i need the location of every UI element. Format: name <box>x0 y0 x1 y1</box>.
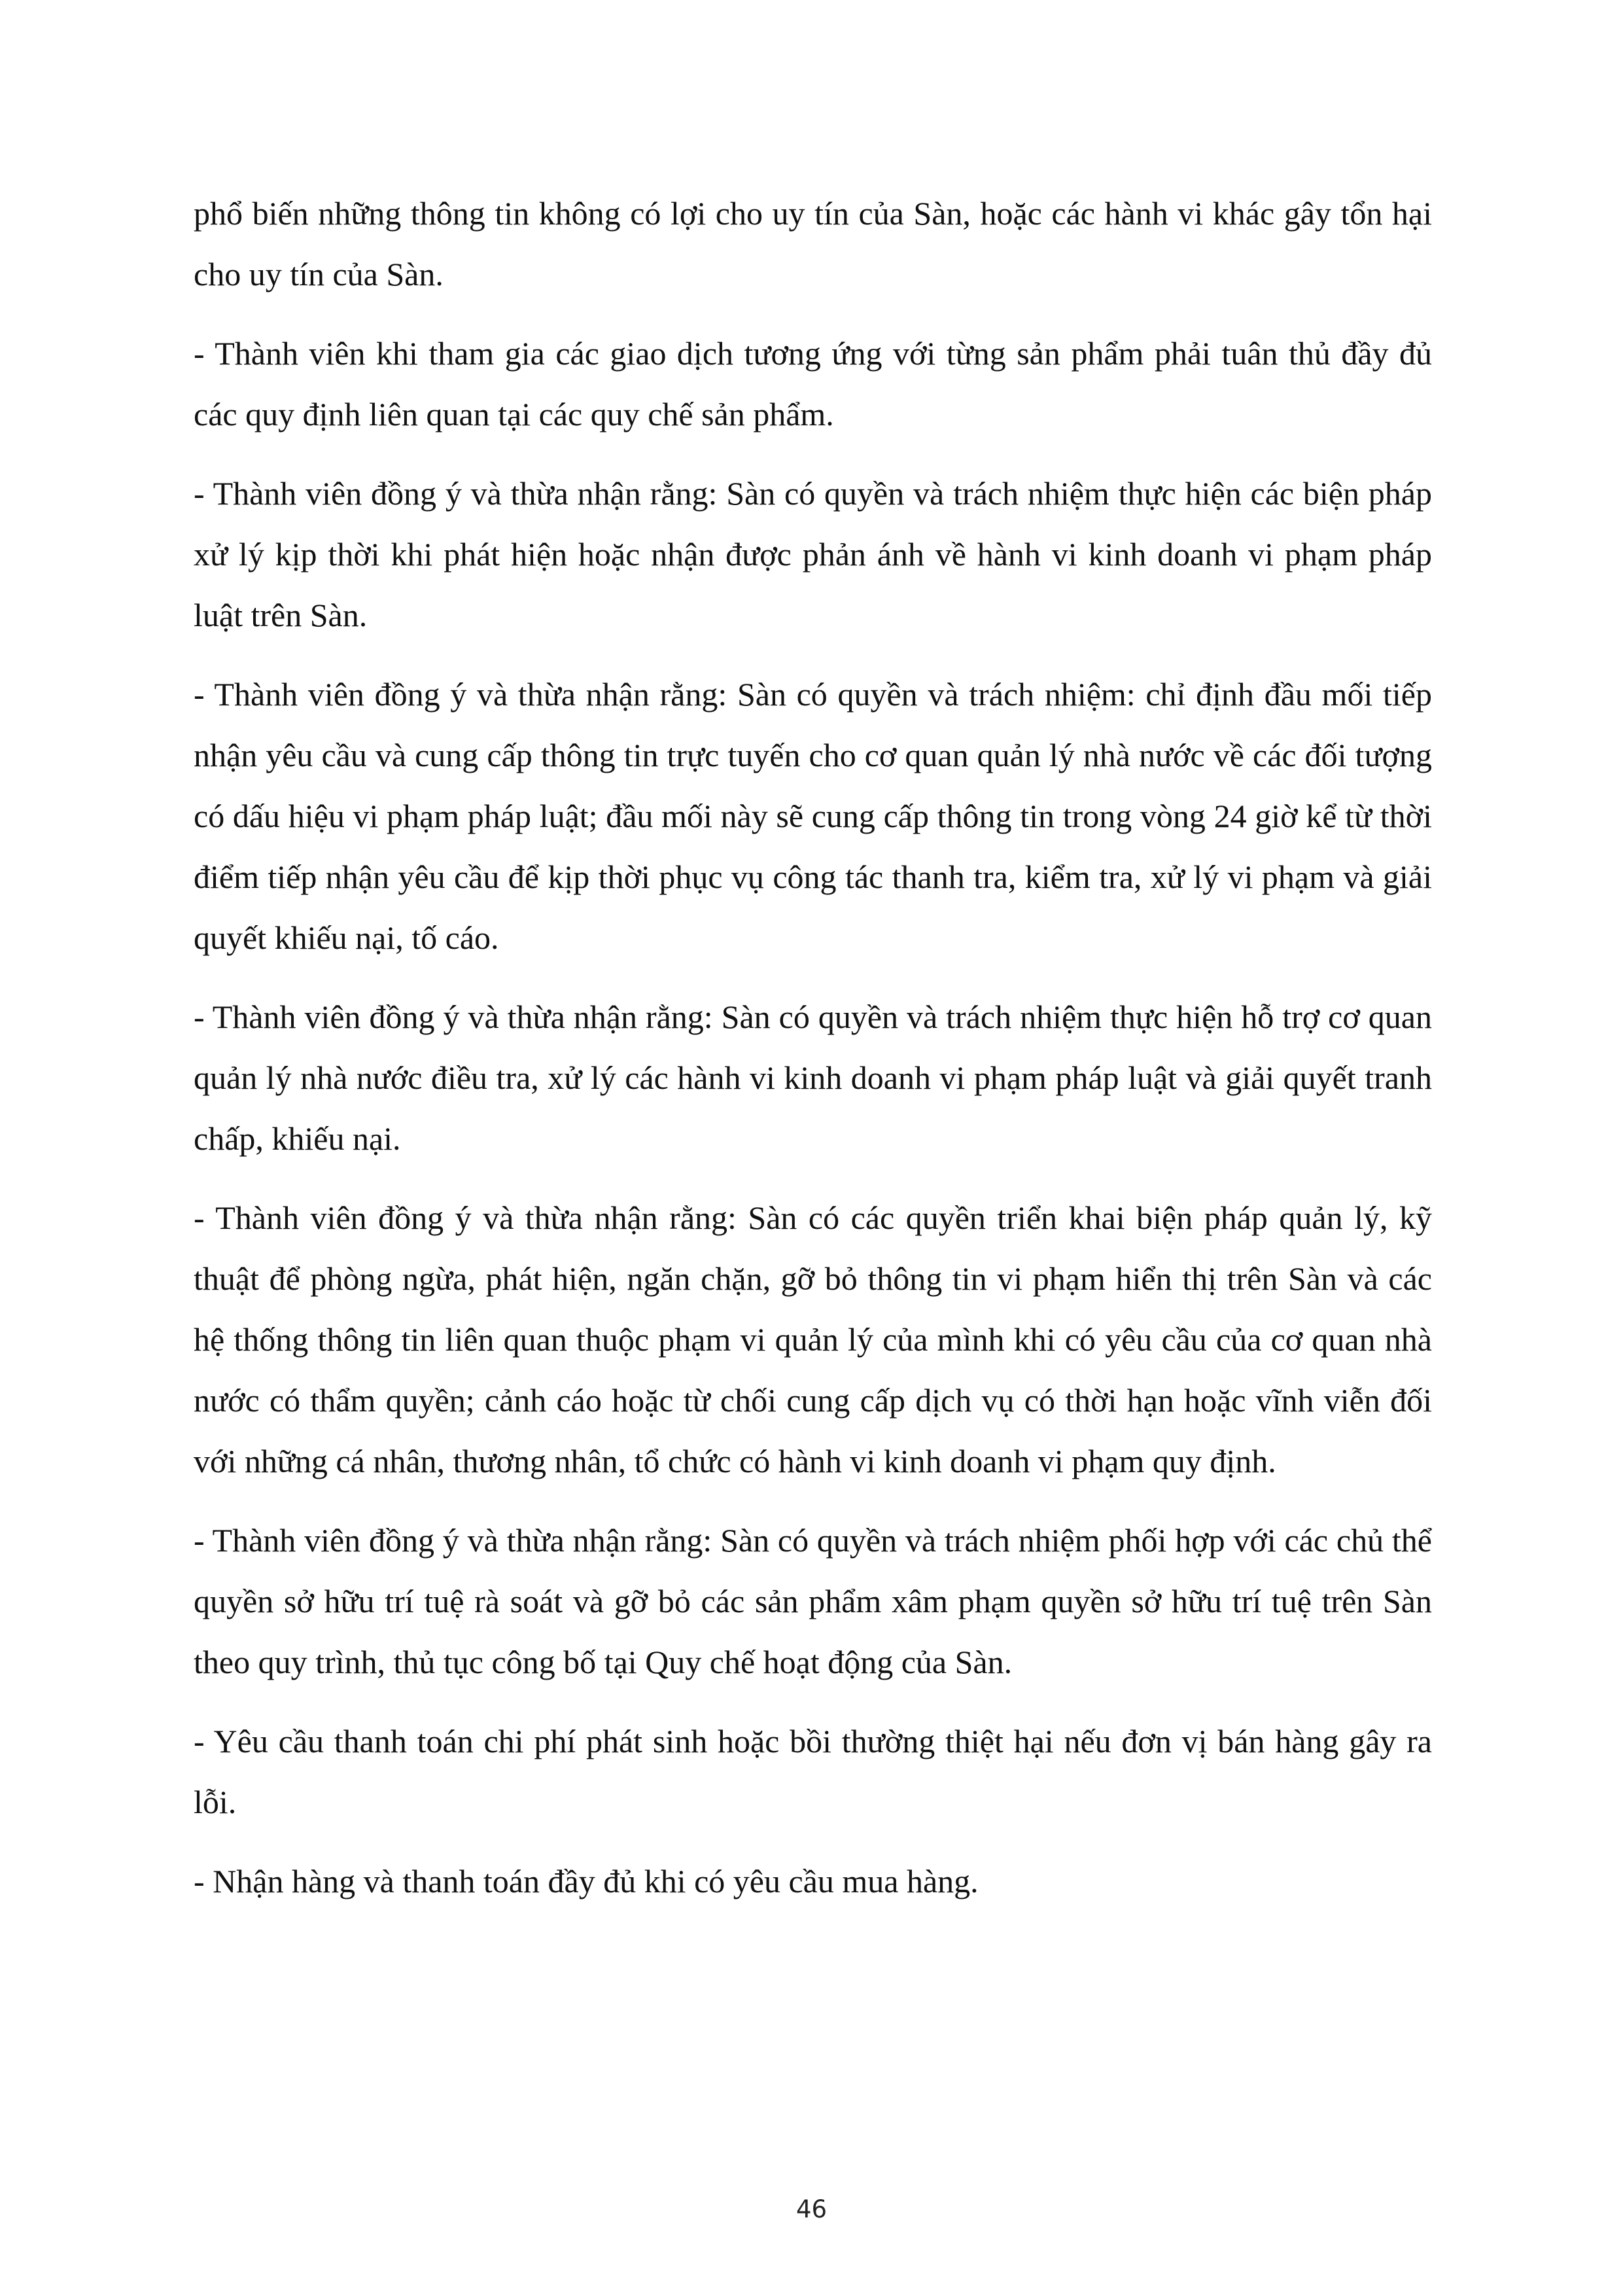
paragraph: phổ biến những thông tin không có lợi cho uy tín của Sàn, hoặc các hành vi khác gây tổn hại cho uy tín của Sàn. <box>194 195 1432 292</box>
paragraph: - Yêu cầu thanh toán chi phí phát sinh hoặc bồi thường thiệt hại nếu đơn vị bán hàng gây ra lỗi. <box>194 1723 1432 1820</box>
paragraph: - Nhận hàng và thanh toán đầy đủ khi có yêu cầu mua hàng. <box>194 1863 979 1899</box>
document-body <box>194 183 1432 1930</box>
page-number: 46 <box>795 2195 828 2223</box>
paragraph: - Thành viên đồng ý và thừa nhận rằng: Sàn có quyền và trách nhiệm phối hợp với các chủ thể quyền sở hữu trí tuệ rà soát và gỡ bỏ các sản phẩm xâm phạm quyền sở hữu trí tuệ trên Sàn theo quy trình, thủ tục công bố tại Quy chế hoạt động của Sàn. <box>194 1522 1432 1680</box>
paragraph: - Thành viên đồng ý và thừa nhận rằng: Sàn có quyền và trách nhiệm: chỉ định đầu mối tiếp nhận yêu cầu và cung cấp thông tin trực tuyến cho cơ quan quản lý nhà nước về các đối tượng có dấu hiệu vi phạm pháp luật; đầu mối này sẽ cung cấp thông tin trong vòng 24 giờ kể từ thời điểm tiếp nhận yêu cầu để kịp thời phục vụ công tác thanh tra, kiểm tra, xử lý vi phạm và giải quyết khiếu nại, tố cáo. <box>194 676 1432 956</box>
paragraph: - Thành viên đồng ý và thừa nhận rằng: Sàn có quyền và trách nhiệm thực hiện hỗ trợ cơ quan quản lý nhà nước điều tra, xử lý các hành vi kinh doanh vi phạm pháp luật và giải quyết tranh chấp, khiếu nại. <box>194 998 1432 1157</box>
paragraph: - Thành viên đồng ý và thừa nhận rằng: Sàn có các quyền triển khai biện pháp quản lý, kỹ thuật để phòng ngừa, phát hiện, ngăn chặn, gỡ bỏ thông tin vi phạm hiển thị trên Sàn và các hệ thống thông tin liên quan thuộc phạm vi quản lý của mình khi có yêu cầu của cơ quan nhà nước có thẩm quyền; cảnh cáo hoặc từ chối cung cấp dịch vụ có thời hạn hoặc vĩnh viễn đối với những cá nhân, thương nhân, tổ chức có hành vi kinh doanh vi phạm quy định. <box>194 1199 1432 1479</box>
paragraph: - Thành viên khi tham gia các giao dịch tương ứng với từng sản phẩm phải tuân thủ đầy đủ các quy định liên quan tại các quy chế sản phẩm. <box>194 335 1432 433</box>
paragraph: - Thành viên đồng ý và thừa nhận rằng: Sàn có quyền và trách nhiệm thực hiện các biện pháp xử lý kịp thời khi phát hiện hoặc nhận được phản ánh về hành vi kinh doanh vi phạm pháp luật trên Sàn. <box>194 475 1432 633</box>
